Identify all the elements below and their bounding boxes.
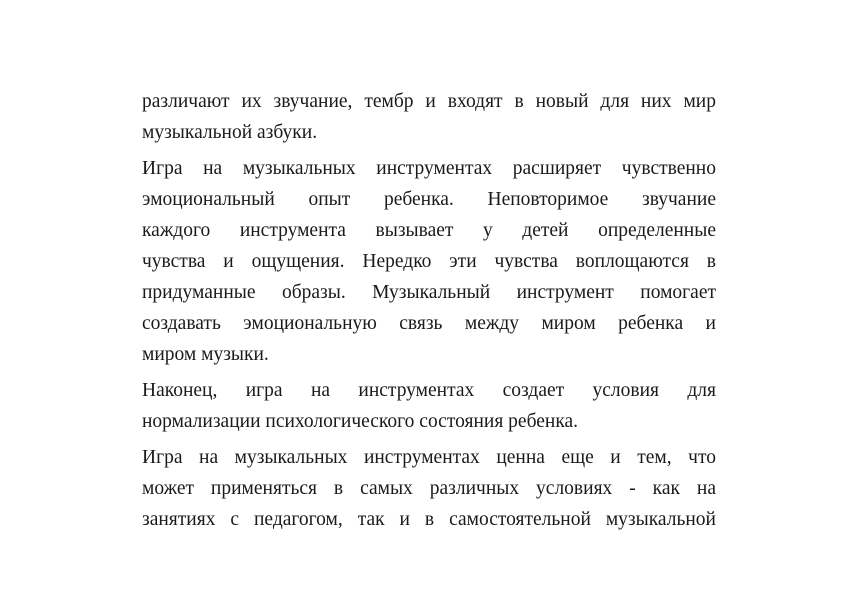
text-line: Игра на музыкальных инструментах расширяет чувственно <box>142 158 716 179</box>
paragraph-4 <box>142 442 716 535</box>
paragraph-2 <box>142 153 716 370</box>
text-line: чувства и ощущения. Нередко эти чувства воплощаются в <box>142 251 716 272</box>
text-line: придуманные образы. Музыкальный инструмент помогает <box>142 282 716 303</box>
text-line: может применяться в самых различных условиях - как на <box>142 478 716 499</box>
text-line: занятиях с педагогом, так и в самостоятельной музыкальной <box>142 509 716 530</box>
paragraph-3 <box>142 375 716 437</box>
text-line: каждого инструмента вызывает у детей определенные <box>142 220 716 241</box>
text-line: Игра на музыкальных инструментах ценна еще и тем, что <box>142 447 716 468</box>
text-line: создавать эмоциональную связь между миром ребенка и <box>142 313 716 334</box>
body-text <box>142 86 716 540</box>
text-line: нормализации психологического состояния ребенка. <box>142 411 579 432</box>
text-line: различают их звучание, тембр и входят в новый для них мир <box>142 91 716 112</box>
paragraph-1 <box>142 86 716 148</box>
text-line: миром музыки. <box>142 344 269 365</box>
text-line: Наконец, игра на инструментах создает условия для <box>142 380 716 401</box>
text-line: эмоциональный опыт ребенка. Неповторимое звучание <box>142 189 716 210</box>
text-line: музыкальной азбуки. <box>142 122 318 143</box>
